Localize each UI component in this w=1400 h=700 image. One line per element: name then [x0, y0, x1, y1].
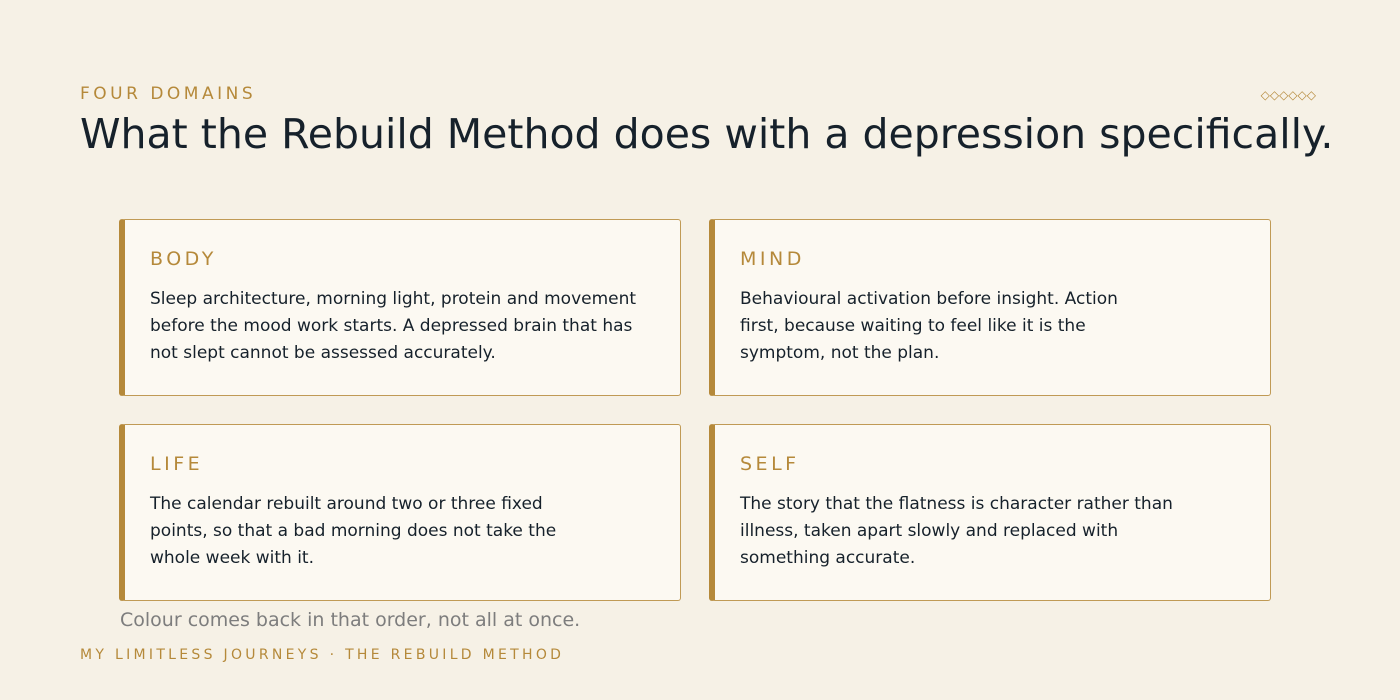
card-mind-domain [709, 219, 1271, 396]
card-self-domain [709, 424, 1271, 601]
card-label: BODY [150, 248, 217, 270]
diamond-ornament-icon: ◇◇◇◇◇◇ [1260, 88, 1316, 102]
section-eyebrow: FOUR DOMAINS [80, 84, 257, 104]
card-label: MIND [740, 248, 805, 270]
card-label: LIFE [150, 453, 204, 475]
closing-note: Colour comes back in that order, not all at once. [120, 609, 581, 631]
footer-brand: MY LIMITLESS JOURNEYS · THE REBUILD METHOD [80, 647, 565, 663]
card-text: Sleep architecture, morning light, protein and movement before the mood work starts. A depressed brain that has not slept cannot be assessed accurately. [150, 289, 637, 363]
card-body-domain [119, 219, 681, 396]
page-title: What the Rebuild Method does with a depression specifically. [80, 110, 1334, 158]
card-label: SELF [740, 453, 800, 475]
card-life-domain [119, 424, 681, 601]
card-text: Behavioural activation before insight. Action first, because waiting to feel like it is the symptom, not the plan. [740, 289, 1118, 363]
card-text: The story that the flatness is character rather than illness, taken apart slowly and replaced with something accurate. [740, 494, 1173, 568]
card-text: The calendar rebuilt around two or three fixed points, so that a bad morning does not take the whole week with it. [150, 494, 557, 568]
